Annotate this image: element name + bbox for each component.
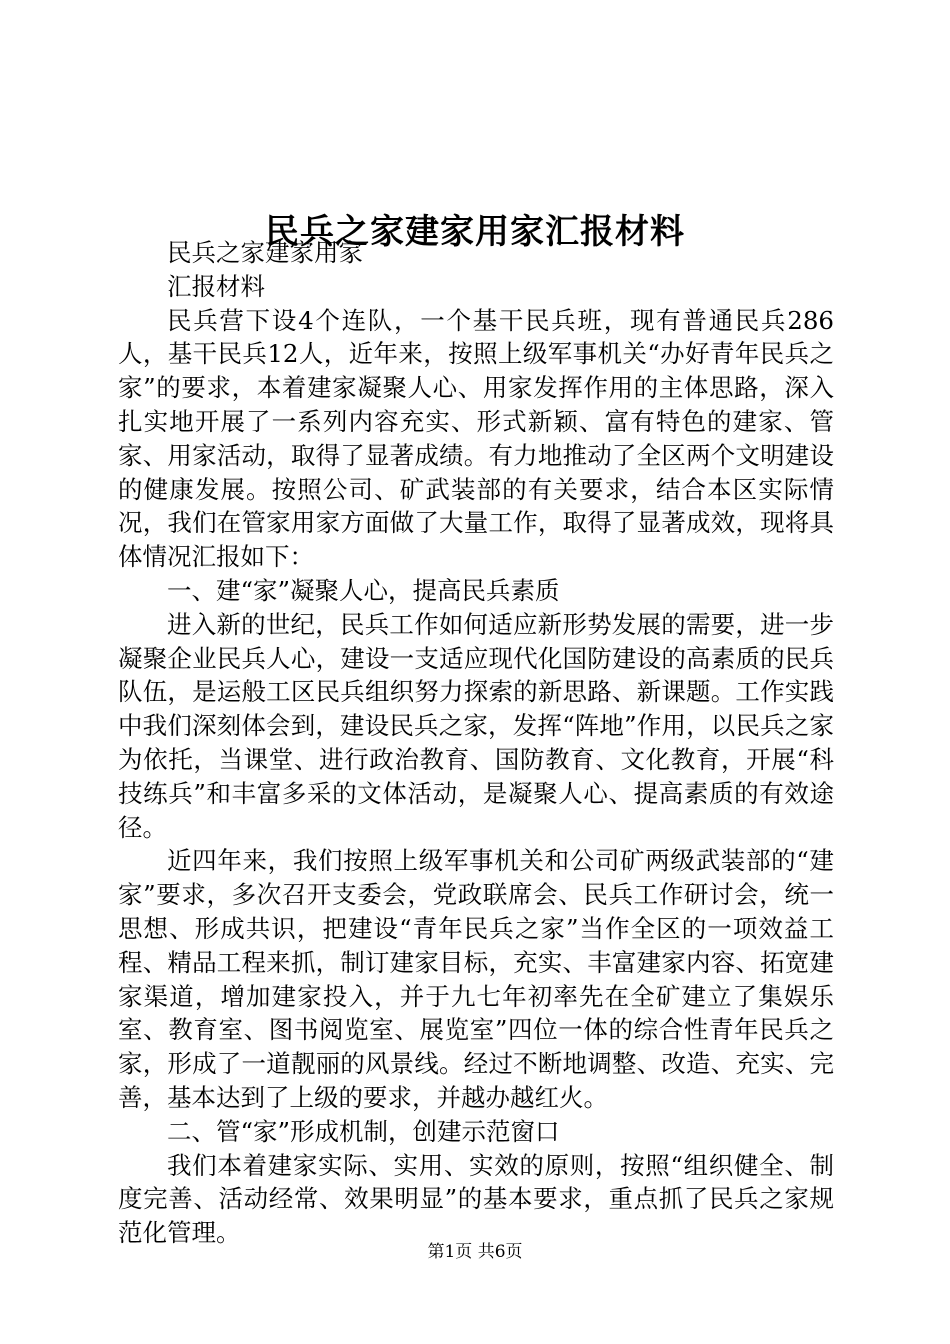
page-title: 民兵之家建家用家汇报材料 <box>265 211 685 252</box>
body-paragraph: 我们本着建家实际、实用、实效的原则，按照“组织健全、制度完善、活动经常、效果明显”的基本要求，重点抓了民兵之家规范化管理。 <box>118 1150 834 1248</box>
body-paragraph: 进入新的世纪，民兵工作如何适应新形势发展的需要，进一步凝聚企业民兵人心，建设一支适应现代化国防建设的高素质的民兵队伍，是运般工区民兵组织努力探索的新思路、新课题。工作实践中我们深刻体会到，建设民兵之家，发挥“阵地”作用，以民兵之家为依托，当课堂、进行政治教育、国防教育、文化教育，开展“科技练兵”和丰富多采的文体活动，是凝聚人心、提高素质的有效途径。 <box>118 609 834 842</box>
page-footer: 第1页 共6页 <box>427 1242 523 1262</box>
section-heading-1: 一、建“家”凝聚人心，提高民兵素质 <box>167 575 560 605</box>
intro-paragraph: 民兵营下设4个连队，一个基干民兵班，现有普通民兵286人，基干民兵12人，近年来，按照上级军事机关“办好青年民兵之家”的要求，本着建家凝聚人心、用家发挥作用的主体思路，深入扎实地开展了一系列内容充实、形式新颖、富有特色的建家、管家、用家活动，取得了显著成绩。有力地推动了全区两个文明建设的健康发展。按照公司、矿武装部的有关要求，结合本区实际情况，我们在管家用家方面做了大量工作，取得了显著成效，现将具体情况汇报如下： <box>118 305 834 572</box>
subtitle-line-2: 汇报材料 <box>167 271 265 301</box>
body-paragraph: 近四年来，我们按照上级军事机关和公司矿两级武装部的“建家”要求，多次召开支委会，党政联席会、民兵工作研讨会，统一思想、形成共识，把建设“青年民兵之家”当作全区的一项效益工程、精品工程来抓，制订建家目标，充实、丰富建家内容、拓宽建家渠道，增加建家投入，并于九七年初率先在全矿建立了集娱乐室、教育室、图书阅览室、展览室”四位一体的综合性青年民兵之家，形成了一道靓丽的风景线。经过不断地调整、改造、充实、完善，基本达到了上级的要求，并越办越红火。 <box>118 846 834 1112</box>
section-heading-2: 二、管“家”形成机制，创建示范窗口 <box>167 1116 560 1146</box>
subtitle-line-1: 民兵之家建家用家 <box>167 238 363 267</box>
document-body <box>118 236 834 1250</box>
